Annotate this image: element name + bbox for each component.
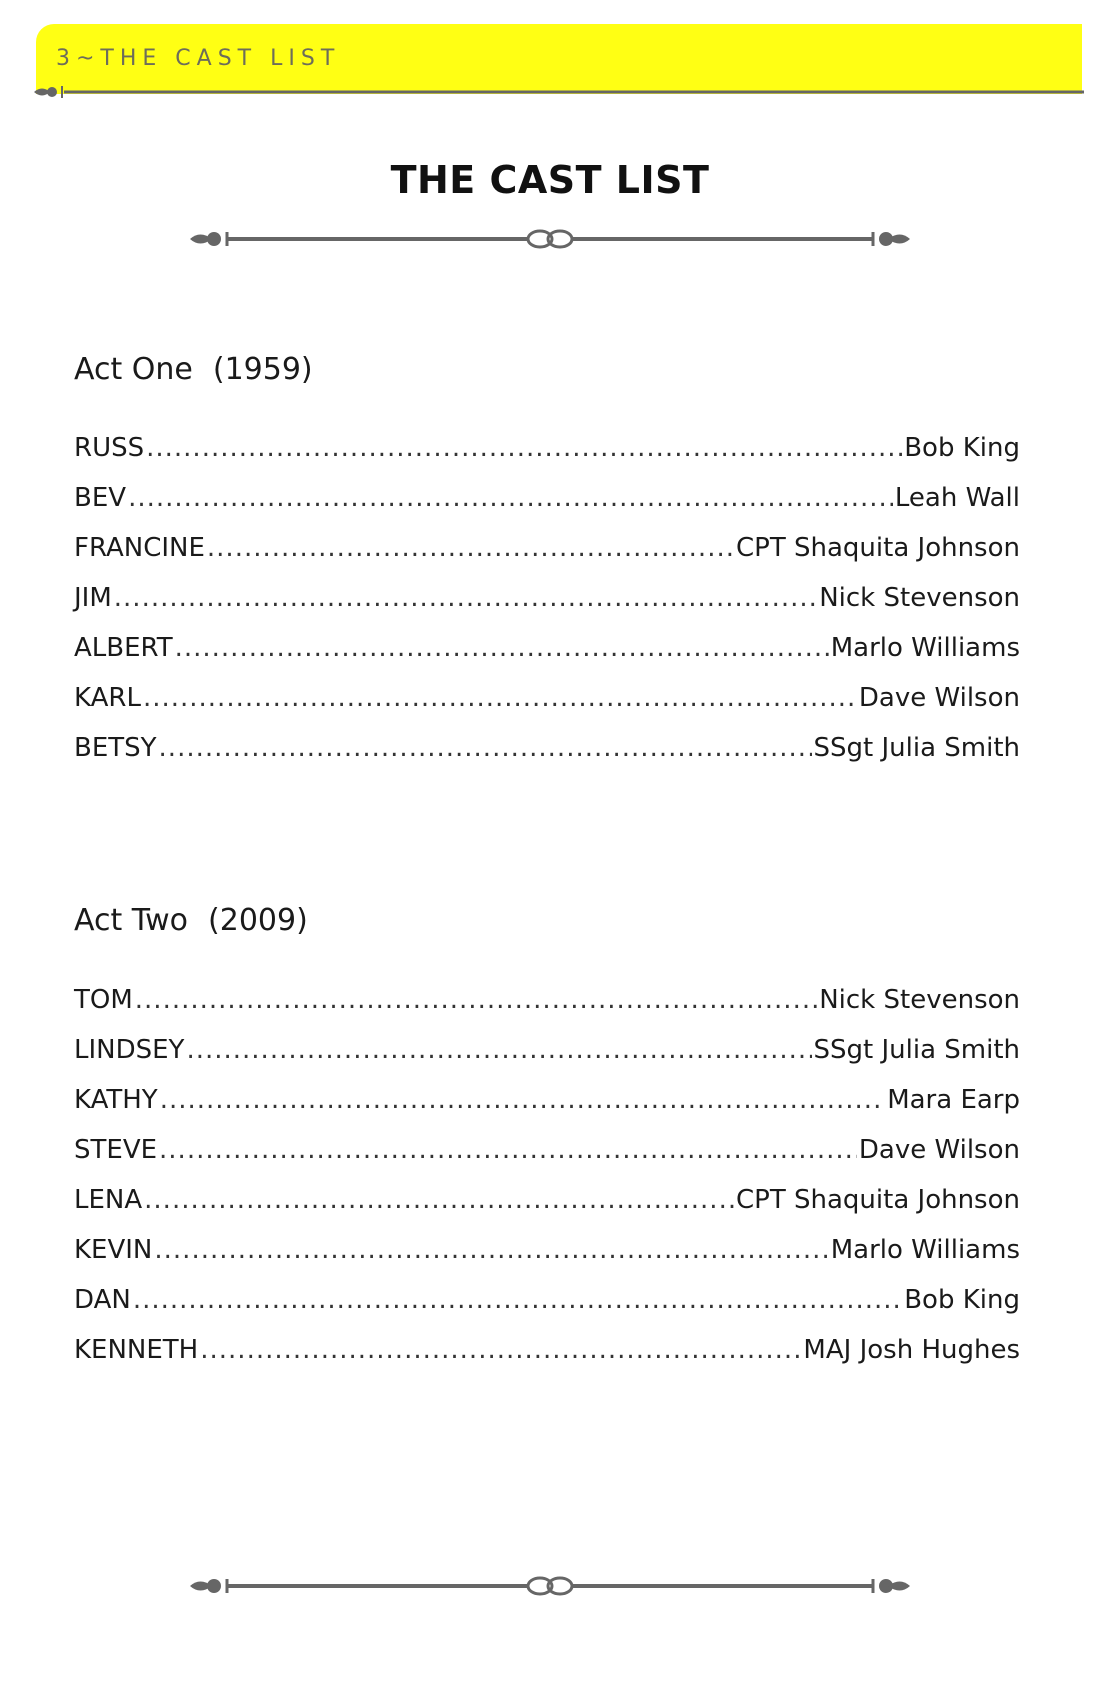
role-name: KEVIN bbox=[74, 1235, 153, 1265]
ornamental-divider-bottom bbox=[190, 1571, 910, 1601]
role-name: FRANCINE bbox=[74, 533, 205, 563]
cast-row bbox=[74, 1335, 1020, 1385]
cast-row bbox=[74, 483, 1020, 533]
actor-name: Nick Stevenson bbox=[819, 985, 1020, 1015]
cast-row bbox=[74, 583, 1020, 633]
dot-leader bbox=[159, 733, 812, 763]
actor-name: Mara Earp bbox=[887, 1085, 1020, 1115]
act-one-cast-list bbox=[74, 433, 1020, 783]
actor-name: MAJ Josh Hughes bbox=[803, 1335, 1020, 1365]
dot-leader bbox=[128, 483, 893, 513]
dot-leader bbox=[200, 1335, 801, 1365]
act-two-year: (2009) bbox=[208, 903, 308, 938]
dot-leader bbox=[146, 433, 902, 463]
dot-leader bbox=[154, 1235, 828, 1265]
cast-row bbox=[74, 533, 1020, 583]
actor-name: Nick Stevenson bbox=[819, 583, 1020, 613]
cast-row bbox=[74, 1085, 1020, 1135]
role-name: TOM bbox=[74, 985, 133, 1015]
dot-leader bbox=[144, 1185, 734, 1215]
act-two-name: Act Two bbox=[74, 903, 189, 938]
act-one-name: Act One bbox=[74, 352, 193, 387]
dot-leader bbox=[186, 1035, 811, 1065]
role-name: ALBERT bbox=[74, 633, 173, 663]
dot-leader bbox=[159, 1135, 857, 1165]
role-name: RUSS bbox=[74, 433, 145, 463]
cast-row bbox=[74, 433, 1020, 483]
dot-leader bbox=[207, 533, 734, 563]
actor-name: Bob King bbox=[904, 433, 1020, 463]
actor-name: Bob King bbox=[904, 1285, 1020, 1315]
act-one-year: (1959) bbox=[212, 352, 313, 387]
role-name: KENNETH bbox=[74, 1335, 199, 1365]
role-name: STEVE bbox=[74, 1135, 158, 1165]
actor-name: SSgt Julia Smith bbox=[813, 1035, 1020, 1065]
cast-row bbox=[74, 1235, 1020, 1285]
dot-leader bbox=[135, 985, 817, 1015]
running-header: 3~THE CAST LIST bbox=[56, 46, 341, 71]
cast-row bbox=[74, 633, 1020, 683]
cast-row bbox=[74, 683, 1020, 733]
dot-leader bbox=[133, 1285, 902, 1315]
role-name: LENA bbox=[74, 1185, 143, 1215]
cast-row bbox=[74, 1185, 1020, 1235]
role-name: BETSY bbox=[74, 733, 157, 763]
role-name: JIM bbox=[74, 583, 112, 613]
act-two-heading bbox=[74, 903, 308, 938]
actor-name: Leah Wall bbox=[894, 483, 1020, 513]
header-rule-ornament bbox=[34, 85, 1084, 99]
cast-row bbox=[74, 1035, 1020, 1085]
ornamental-divider-top bbox=[190, 224, 910, 254]
cast-row bbox=[74, 1285, 1020, 1335]
actor-name: CPT Shaquita Johnson bbox=[736, 1185, 1020, 1215]
role-name: BEV bbox=[74, 483, 127, 513]
cast-row bbox=[74, 733, 1020, 783]
actor-name: SSgt Julia Smith bbox=[813, 733, 1020, 763]
actor-name: CPT Shaquita Johnson bbox=[736, 533, 1020, 563]
dot-leader bbox=[175, 633, 829, 663]
actor-name: Dave Wilson bbox=[858, 683, 1020, 713]
actor-name: Marlo Williams bbox=[830, 633, 1020, 663]
dot-leader bbox=[160, 1085, 886, 1115]
role-name: KATHY bbox=[74, 1085, 158, 1115]
page-title: THE CAST LIST bbox=[390, 158, 710, 202]
act-two-cast-list bbox=[74, 985, 1020, 1385]
cast-row bbox=[74, 985, 1020, 1035]
dot-leader bbox=[114, 583, 817, 613]
role-name: DAN bbox=[74, 1285, 131, 1315]
cast-row bbox=[74, 1135, 1020, 1185]
dot-leader bbox=[143, 683, 857, 713]
role-name: LINDSEY bbox=[74, 1035, 185, 1065]
actor-name: Dave Wilson bbox=[858, 1135, 1020, 1165]
role-name: KARL bbox=[74, 683, 141, 713]
act-one-heading bbox=[74, 352, 313, 387]
actor-name: Marlo Williams bbox=[830, 1235, 1020, 1265]
